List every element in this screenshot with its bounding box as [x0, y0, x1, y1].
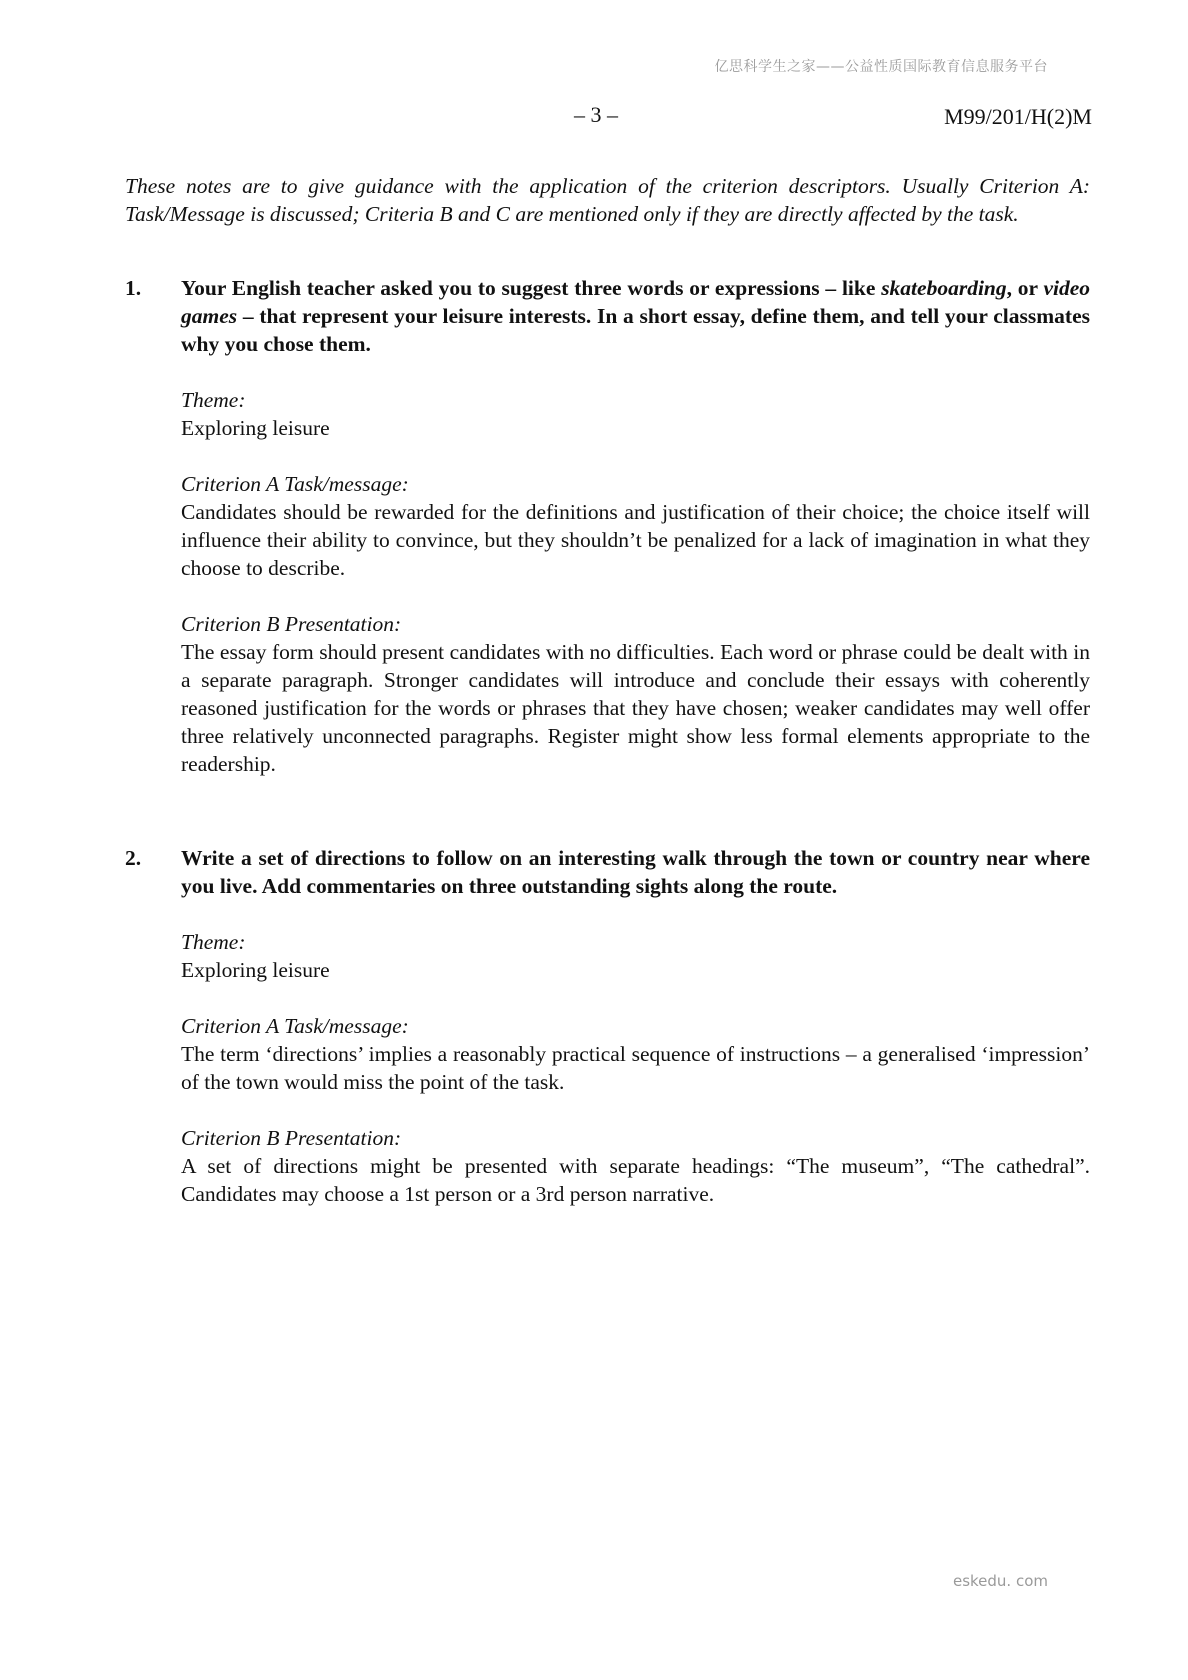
criterion-b-label: Criterion B Presentation:: [181, 1126, 402, 1150]
watermark-top: 亿思科学生之家——公益性质国际教育信息服务平台: [714, 59, 1048, 75]
criterion-b-text: The essay form should present candidates with no difficulties. Each word or phrase could be dealt with in a separate paragraph. Stronger candidates will introduce and conclude their essays with coherently reasoned justification for the words or phrases that they have chosen; weaker candidates may well offer three relatively unconnected paragraphs. Register might show less formal elements appropriate to the readership.: [181, 640, 1090, 776]
criterion-a-text: Candidates should be rewarded for the definitions and justification of their choice; the choice itself will influence their ability to convince, but they shouldn’t be penalized for a lack of imagination in what they choose to describe.: [181, 500, 1090, 580]
question-prompt: Your English teacher asked you to suggest three words or expressions – like skateboarding, or video games – that represent your leisure interests. In a short essay, define them, and tell your classmates why you chose them.: [181, 276, 1091, 356]
theme-text: Exploring leisure: [181, 416, 330, 440]
theme-label: Theme:: [181, 388, 246, 412]
question-1: [125, 274, 1090, 778]
intro-note: These notes are to give guidance with the application of the criterion descriptors. Usually Criterion A: Task/Message is discussed; Criteria B and C are mentioned only if they are directly affected by the task.: [125, 174, 1090, 226]
criterion-b-text: A set of directions might be presented with separate headings: “The museum”, “The cathedral”. Candidates may choose a 1st person or a 3rd person narrative.: [181, 1154, 1090, 1206]
criterion-a-label: Criterion A Task/message:: [181, 472, 409, 496]
question-body: [181, 844, 1090, 1208]
theme-label: Theme:: [181, 930, 246, 954]
page-content: [125, 172, 1090, 1208]
document-code: M99/201/H(2)M: [944, 104, 1092, 129]
criterion-a-label: Criterion A Task/message:: [181, 1014, 409, 1038]
question-body: [181, 274, 1090, 778]
question-2: [125, 844, 1090, 1208]
page-number: – 3 –: [574, 102, 618, 127]
question-number: 1.: [125, 276, 142, 300]
watermark-bottom: eskedu. com: [952, 1572, 1048, 1590]
question-number: 2.: [125, 846, 142, 870]
theme-text: Exploring leisure: [181, 958, 330, 982]
question-prompt: Write a set of directions to follow on an interesting walk through the town or country near where you live. Add commentaries on three outstanding sights along the route.: [181, 846, 1090, 898]
criterion-a-text: The term ‘directions’ implies a reasonably practical sequence of instructions – a generalised ‘impression’ of the town would miss the point of the task.: [181, 1042, 1090, 1094]
criterion-b-label: Criterion B Presentation:: [181, 612, 402, 636]
